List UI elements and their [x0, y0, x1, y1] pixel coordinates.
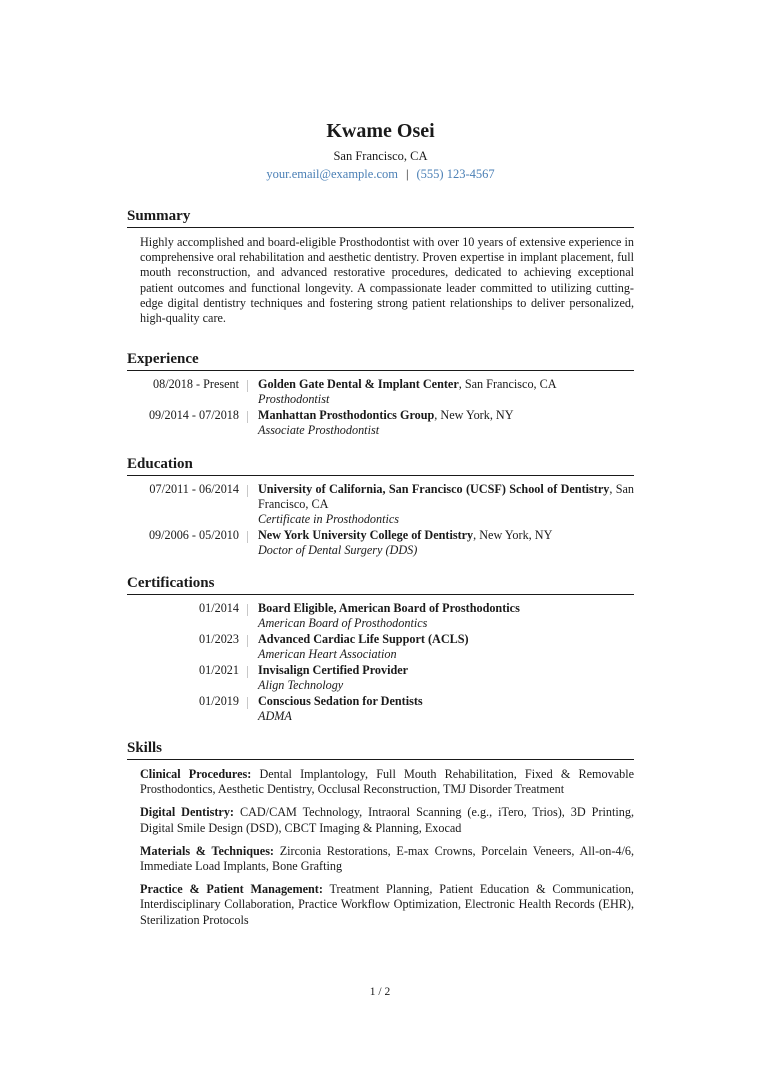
skill-group-text: Zirconia Restorations, E-max Crowns, Porcelain Veneers, All-on-4/6, Immediate Load Implants, Bone Grafting — [140, 843, 634, 874]
skill-group-label: Materials & Techniques: — [140, 843, 274, 858]
section-title-skills: Skills — [127, 740, 634, 760]
certification-name: Board Eligible, American Board of Prosthodontics — [258, 601, 520, 615]
skill-group-text: Treatment Planning, Patient Education & Communication, Interdisciplinary Collaboration, Practice Workflow Optimization, Electronic Health Records (EHR), Sterilization Protocols — [140, 882, 634, 927]
entry-organization: New York University College of Dentistry — [258, 528, 474, 542]
entry-divider — [247, 531, 248, 543]
entry-date: 07/2011 - 06/2014 — [149, 482, 239, 496]
entry-divider — [247, 380, 248, 392]
experience-entry — [127, 408, 634, 438]
skill-group — [140, 844, 634, 874]
email-link[interactable]: your.email@example.com — [266, 167, 398, 181]
entry-date: 01/2014 — [199, 601, 239, 615]
entry-divider — [247, 635, 248, 647]
skills-section — [127, 740, 634, 928]
page-number: 1 / 2 — [369, 986, 391, 998]
candidate-name: Kwame Osei — [326, 120, 435, 142]
certification-name: Advanced Cardiac Life Support (ACLS) — [258, 632, 469, 646]
entry-date: 01/2021 — [199, 663, 239, 677]
entry-date: 01/2023 — [199, 632, 239, 646]
certification-issuer: American Heart Association — [258, 647, 397, 661]
entry-location: , San Francisco, CA — [258, 482, 635, 511]
entry-role: Prosthodontist — [258, 392, 330, 406]
entry-date: 09/2014 - 07/2018 — [148, 408, 239, 422]
entry-date: 01/2019 — [199, 694, 239, 708]
certification-issuer: ADMA — [258, 709, 292, 723]
phone-link[interactable]: (555) 123-4567 — [416, 167, 495, 181]
skill-group-text: Dental Implantology, Full Mouth Rehabilitation, Fixed & Removable Prosthodontics, Aesthetic Dentistry, Occlusal Reconstruction, TMJ Disorder Treatment — [140, 767, 634, 797]
certification-entry — [127, 663, 634, 693]
entry-location: , San Francisco, CA — [458, 377, 557, 391]
skill-group-label: Practice & Patient Management: — [140, 882, 323, 897]
certification-issuer: Align Technology — [258, 678, 344, 692]
skill-group-label: Digital Dentistry: — [140, 805, 234, 820]
experience-section — [127, 351, 634, 438]
contact-line — [127, 167, 634, 182]
entry-divider — [247, 666, 248, 678]
section-title-education: Education — [127, 456, 634, 476]
certification-entry — [127, 694, 634, 724]
summary-section — [127, 208, 634, 326]
candidate-location: San Francisco, CA — [333, 149, 428, 163]
entry-organization: Manhattan Prosthodontics Group — [258, 408, 435, 422]
certification-entry — [127, 632, 634, 662]
entry-organization: University of California, San Francisco (UCSF) School of Dentistry — [258, 482, 610, 496]
entry-divider — [247, 604, 248, 616]
education-entry — [127, 482, 634, 527]
entry-divider — [247, 485, 248, 497]
education-section — [127, 456, 634, 558]
certification-issuer: American Board of Prosthodontics — [258, 616, 428, 630]
certifications-section — [127, 575, 634, 724]
section-title-summary: Summary — [127, 208, 634, 228]
certification-name: Conscious Sedation for Dentists — [258, 694, 423, 708]
entry-organization: Golden Gate Dental & Implant Center — [258, 377, 459, 391]
entry-divider — [247, 697, 248, 709]
entry-location: , New York, NY — [473, 528, 553, 542]
skill-group — [140, 805, 634, 835]
summary-text: Highly accomplished and board-eligible Prosthodontist with over 10 years of extensive experience in comprehensive oral rehabilitation and aesthetic dentistry. Proven expertise in implant placement, full mouth reconstruction, and advanced restorative procedures, dedicated to achieving exceptional patient outcomes and functional longevity. A compassionate leader committed to utilizing cutting-edge digital dentistry techniques and fostering strong patient relationships to deliver personalized, high-quality care. — [140, 235, 634, 326]
skill-group-label: Clinical Procedures: — [140, 767, 252, 781]
section-title-experience: Experience — [127, 351, 634, 371]
skill-group-text: CAD/CAM Technology, Intraoral Scanning (e.g., iTero, Trios), 3D Printing, Digital Smile Design (DSD), CBCT Imaging & Planning, Exocad — [140, 805, 634, 835]
certification-name: Invisalign Certified Provider — [258, 663, 409, 677]
section-title-certifications: Certifications — [127, 575, 634, 595]
skill-group — [140, 882, 634, 928]
certification-entry — [127, 601, 634, 631]
entry-credential: Certificate in Prosthodontics — [258, 512, 400, 526]
contact-separator: | — [405, 167, 409, 181]
entry-divider — [247, 411, 248, 423]
entry-role: Associate Prosthodontist — [258, 423, 380, 437]
entry-date: 09/2006 - 05/2010 — [148, 528, 239, 542]
entry-location: , New York, NY — [434, 408, 514, 422]
education-entry — [127, 528, 634, 558]
entry-date: 08/2018 - Present — [153, 377, 239, 391]
entry-credential: Doctor of Dental Surgery (DDS) — [258, 543, 418, 557]
experience-entry — [127, 377, 634, 407]
skill-group — [140, 767, 634, 797]
